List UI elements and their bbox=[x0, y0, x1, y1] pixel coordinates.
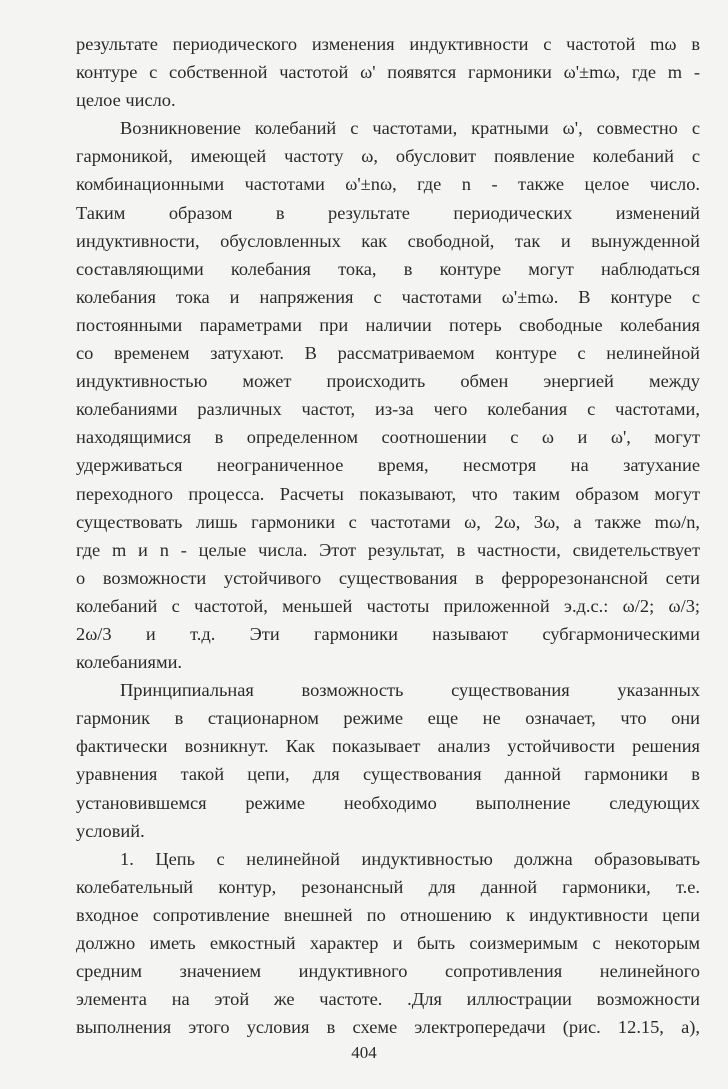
text-line: 1. Цепь с нелинейной индуктивностью должна образовывать bbox=[120, 848, 700, 869]
text-line: гармоникой, имеющей частоту ω, обусловит появление колебаний с bbox=[76, 146, 700, 167]
text-line: со временем затухают. В рассматриваемом контуре с нелинейной bbox=[76, 343, 700, 364]
text-line: Возникновение колебаний с частотами, кратными ω', совместно с bbox=[120, 118, 700, 139]
text-line: колебаний с частотой, меньшей частоты приложенной э.д.с.: ω/2; ω/3; bbox=[76, 595, 700, 616]
text-line: колебаниями. bbox=[76, 652, 183, 673]
text-line: индуктивности, обусловленных как свободной, так и вынужденной bbox=[76, 230, 700, 251]
text-line: контуре с собственной частотой ω' появятся гармоники ω'±mω, где m - bbox=[76, 62, 700, 83]
text-line: фактически возникнут. Как показывает анализ устойчивости решения bbox=[76, 736, 700, 757]
text-line: средним значением индуктивного сопротивления нелинейного bbox=[76, 961, 700, 982]
text-line: Таким образом в результате периодических изменений bbox=[76, 202, 700, 223]
text-line: элемента на этой же частоте. .Для иллюстрации возможности bbox=[76, 989, 700, 1010]
text-line: составляющими колебания тока, в контуре могут наблюдаться bbox=[76, 258, 700, 279]
text-line: о возможности устойчивого существования в феррорезонансной сети bbox=[76, 567, 700, 588]
text-line: переходного процесса. Расчеты показывают, что таким образом могут bbox=[76, 483, 700, 504]
text-line: должно иметь емкостный характер и быть соизмеримым с некоторым bbox=[76, 933, 700, 953]
text-line: где m и n - целые числа. Этот результат, в частности, свидетельствует bbox=[76, 539, 700, 560]
text-line: гармоник в стационарном режиме еще не означает, что они bbox=[76, 708, 700, 729]
text-line: комбинационными частотами ω'±nω, где n - также целое число. bbox=[76, 174, 700, 195]
text-line: целое число. bbox=[76, 90, 176, 111]
text-line: условий. bbox=[76, 820, 145, 841]
text-line: уравнения такой цепи, для существования данной гармоники в bbox=[76, 764, 700, 785]
text-line: индуктивностью может происходить обмен энергией между bbox=[76, 371, 700, 392]
text-line: Принципиальная возможность существования указанных bbox=[120, 680, 700, 701]
text-line: выполнения этого условия в схеме электропередачи (рис. 12.15, а), bbox=[76, 1017, 700, 1038]
body-text bbox=[76, 30, 700, 1041]
page-number: 404 bbox=[351, 1043, 377, 1062]
text-line: находящимися в определенном соотношении с ω и ω', могут bbox=[76, 427, 700, 448]
text-line: колебательный контур, резонансный для данной гармоники, т.е. bbox=[76, 876, 700, 897]
text-line: входное сопротивление внешней по отношению к индуктивности цепи bbox=[76, 904, 700, 925]
text-line: существовать лишь гармоники с частотами ω, 2ω, 3ω, а также mω/n, bbox=[76, 511, 700, 532]
text-line: постоянными параметрами при наличии потерь свободные колебания bbox=[76, 314, 700, 335]
text-line: установившемся режиме необходимо выполнение следующих bbox=[76, 792, 700, 813]
text-line: результате периодического изменения индуктивности с частотой mω в bbox=[76, 34, 700, 54]
text-line: 2ω/3 и т.д. Эти гармоники называют субгармоническими bbox=[76, 623, 700, 644]
text-line: колебаниями различных частот, из-за чего колебания с частотами, bbox=[76, 399, 700, 420]
text-line: удерживаться неограниченное время, несмотря на затухание bbox=[76, 455, 700, 476]
text-line: колебания тока и напряжения с частотами ω'±mω. В контуре с bbox=[76, 286, 700, 307]
